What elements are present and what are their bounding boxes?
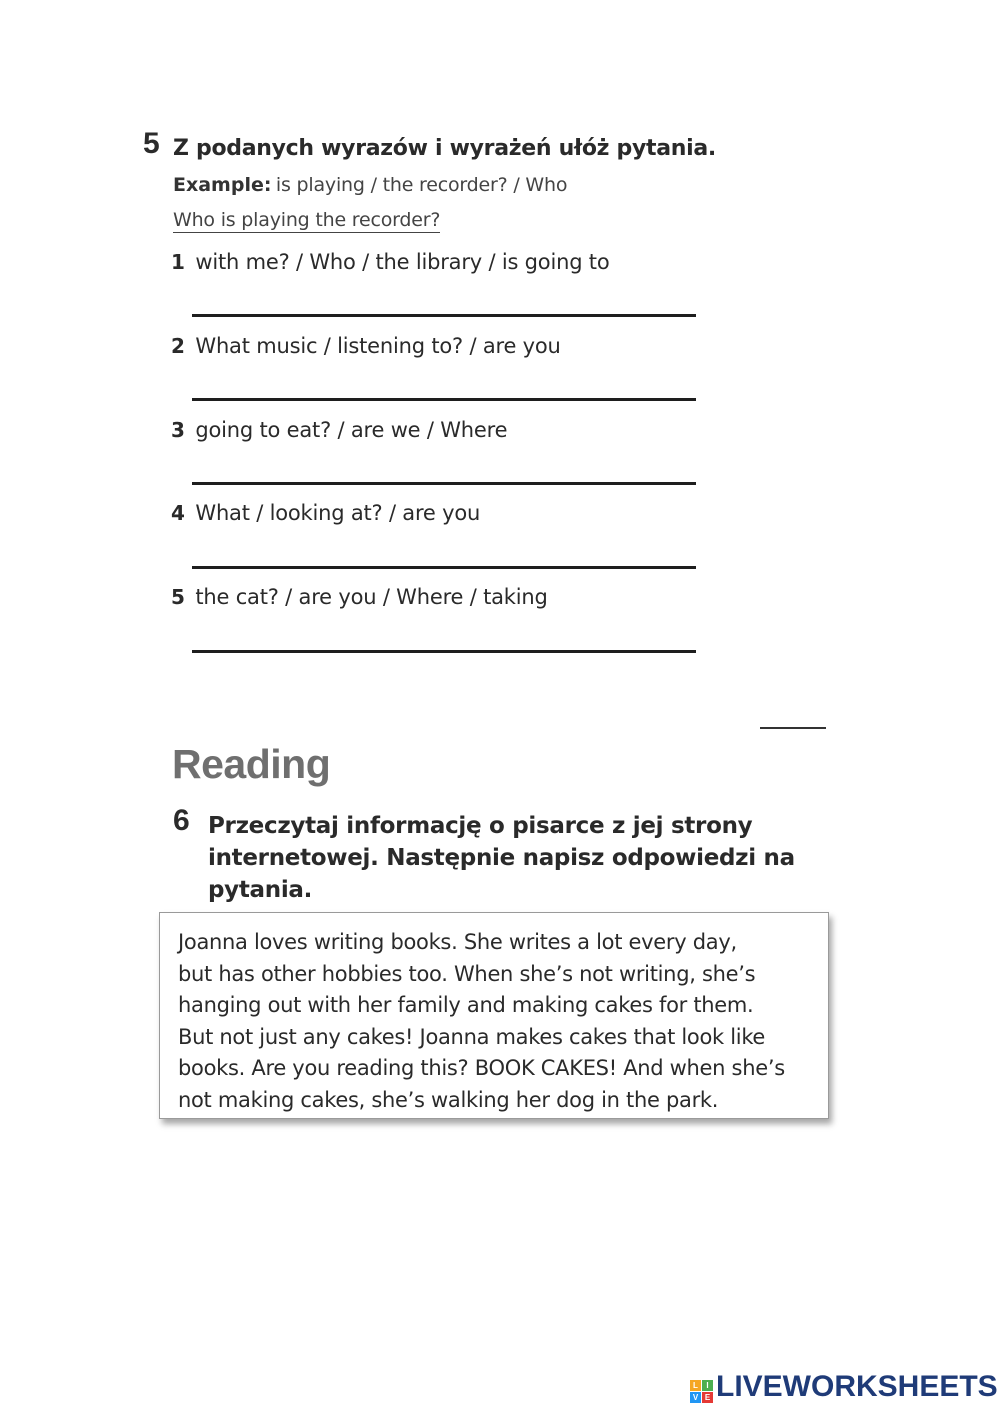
answer-line-3[interactable] [192,482,696,485]
logo-mark-icon [690,1380,713,1403]
example-prompt: is playing / the recorder? / Who [275,174,568,196]
section-title: Reading [172,741,331,787]
instruction-line: pytania. [208,877,313,903]
item-text: the cat? / are you / Where / taking [195,585,548,609]
reading-line: But not just any cakes! Joanna makes cakes that look like [178,1024,766,1049]
item-text: What / looking at? / are you [195,501,481,525]
exercise-6-instruction [208,810,795,906]
instruction-line: Przeczytaj informację o pisarce z jej strony [208,813,753,839]
logo-text: LIVEWORKSHEETS [716,1370,998,1403]
answer-line-2[interactable] [192,398,696,401]
reading-text-box [159,912,829,1119]
list-item [171,501,480,525]
example-line [173,174,567,196]
instruction-line: internetowej. Następnie napisz odpowiedzi na [208,845,795,871]
item-number: 1 [171,250,185,274]
answer-line-5[interactable] [192,650,696,653]
list-item [171,334,561,358]
reading-line: Joanna loves writing books. She writes a lot every day, [178,930,737,954]
answer-line-1[interactable] [192,314,696,317]
answer-line-4[interactable] [192,566,696,569]
item-text: with me? / Who / the library / is going to [195,250,610,274]
item-text: What music / listening to? / are you [195,334,561,358]
reading-line: books. Are you reading this? BOOK CAKES! And when she’s [178,1056,785,1080]
list-item [171,250,610,274]
reading-line: not making cakes, she’s walking her dog in the park. [178,1087,719,1112]
divider [760,727,826,729]
item-number: 5 [171,585,185,609]
item-number: 2 [171,334,185,358]
exercise-5-instruction: Z podanych wyrazów i wyrażeń ułóż pytania. [173,136,716,161]
item-text: going to eat? / are we / Where [195,418,508,442]
example-answer: Who is playing the recorder? [173,209,441,231]
liveworksheets-logo[interactable] [690,1370,998,1404]
list-item [171,585,548,609]
logo-letter: V [690,1392,701,1403]
item-number: 3 [171,418,185,442]
list-item [171,418,507,442]
item-number: 4 [171,501,185,525]
reading-line: but has other hobbies too. When she’s not writing, she’s [178,961,756,986]
exercise-5-number: 5 [143,127,160,160]
logo-letter: E [702,1392,713,1403]
exercise-6-number: 6 [173,804,190,837]
reading-line: hanging out with her family and making cakes for them. [178,993,754,1017]
logo-letter: I [702,1380,713,1391]
example-label: Example: [173,174,272,196]
logo-letter: L [690,1380,701,1391]
